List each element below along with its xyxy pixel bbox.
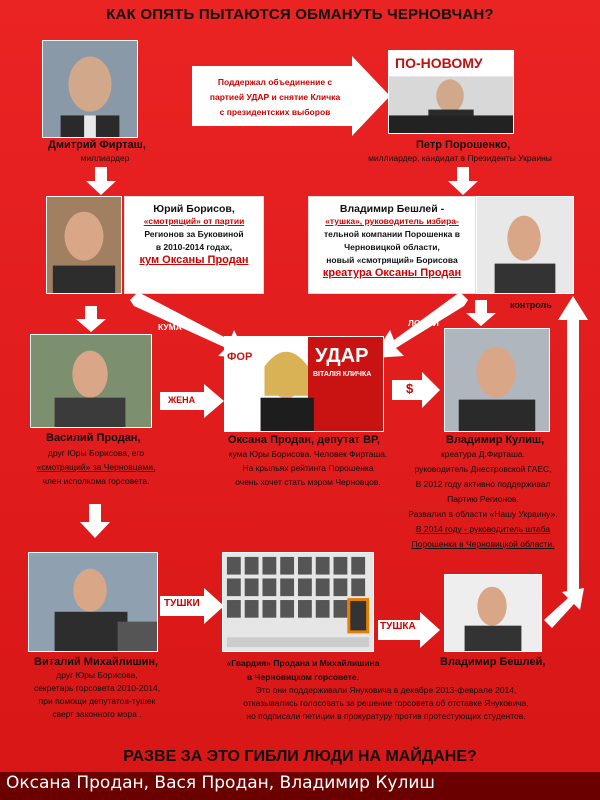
poroshenko-sub: миллиардер, кандидат в Президенты Украины bbox=[368, 153, 552, 163]
borisov-box bbox=[124, 196, 264, 294]
poroshenko-banner: ПО-НОВОМУ bbox=[395, 55, 483, 71]
firtash-name: Дмитрий Фирташ, bbox=[48, 139, 146, 151]
kulish-l4: Партию Регионов. bbox=[447, 494, 519, 504]
kulish-l2: руководитель Днестровской ГАЕС, bbox=[414, 464, 552, 474]
poster-title: КАК ОПЯТЬ ПЫТАЮТСЯ ОБМАНУТЬ ЧЕРНОВЧАН? bbox=[106, 6, 494, 23]
oksana-banner: УДАР bbox=[315, 345, 369, 367]
vasily-name: Василий Продан, bbox=[46, 432, 141, 444]
gvardia-info-top bbox=[198, 656, 408, 684]
top-arrow-line3: с президентских выборов bbox=[219, 107, 331, 117]
oksana-l2: На крыльях рейтинга Порошенка bbox=[242, 463, 374, 473]
kulish-l6: В 2014 году - руководитель штаба bbox=[415, 524, 551, 534]
oksana-banner-left: ФОР bbox=[227, 351, 253, 363]
gvardia-l2: в Черновицком горсовете. bbox=[246, 672, 360, 682]
label-tushka: ТУШКА bbox=[380, 621, 416, 632]
mikhailishin-name: Виталий Михайлишин, bbox=[34, 656, 159, 668]
gvardia-info-bottom bbox=[196, 684, 576, 723]
beshley-box-l3: Черновицкой области, bbox=[344, 242, 440, 252]
poroshenko-photo bbox=[388, 50, 514, 134]
beshley-photo-top bbox=[476, 196, 574, 294]
beshley-box-l1: «тушка», руководитель избира- bbox=[325, 216, 459, 226]
arrow-diagonal-up bbox=[544, 588, 584, 628]
oksana-banner-sub: ВІТАЛІЯ КЛИЧКА bbox=[313, 371, 372, 378]
mikhailishin-l2: секретарь горсовета 2010-2014, bbox=[33, 683, 161, 693]
kulish-photo bbox=[444, 328, 550, 432]
beshley-box-l5: креатура Оксаны Продан bbox=[322, 267, 462, 279]
borisov-l1: «смотрящий» от партии bbox=[143, 216, 245, 226]
vasily-info bbox=[16, 446, 176, 488]
oksana-name: Оксана Продан, депутат ВР, bbox=[228, 434, 380, 446]
arrow-down-vasily bbox=[80, 504, 110, 538]
beshley-photo-bottom bbox=[444, 574, 542, 652]
beshley-name: Владимир Бешлей, bbox=[440, 656, 546, 668]
bottom-title: РАЗВЕ ЗА ЭТО ГИБЛИ ЛЮДИ НА МАЙДАНЕ? bbox=[123, 748, 477, 765]
beshley-box bbox=[308, 196, 476, 294]
vasily-l1: друг Юры Борисова, его bbox=[47, 448, 145, 458]
mikhailishin-info bbox=[12, 669, 182, 721]
borisov-l3: в 2010-2014 годах, bbox=[155, 242, 233, 252]
label-dollar: $ bbox=[406, 381, 414, 396]
kulish-name: Владимир Кулиш, bbox=[446, 434, 545, 446]
arrow-dollar bbox=[392, 372, 440, 408]
gvardia-l1: «Гвардия» Продана и Михайлишина bbox=[226, 658, 380, 668]
beshley-box-l2: тельной компании Порошенка в bbox=[324, 229, 460, 239]
vasily-l2: «смотрящий» за Черновцами, bbox=[36, 462, 156, 472]
kulish-info bbox=[390, 447, 576, 552]
label-tushki: ТУШКИ bbox=[164, 598, 200, 609]
beshley-box-name: Владимир Бешлей - bbox=[339, 203, 445, 215]
vasily-photo bbox=[30, 334, 152, 428]
label-lobby: ЛОББИ bbox=[408, 318, 439, 328]
gvardia-l5: но подписали петиции в прокуратуру против протестующих студентов. bbox=[246, 711, 526, 721]
gvardia-l3: Это они поддерживали Януковича в декабре 2013-феврале 2014, bbox=[255, 685, 517, 695]
gvardia-photo bbox=[222, 552, 374, 652]
label-zhena: ЖЕНА bbox=[168, 395, 196, 405]
arrow-down-borisov bbox=[76, 306, 106, 332]
kulish-l1: креатура Д.Фирташа. bbox=[441, 449, 525, 459]
mikhailishin-photo bbox=[28, 552, 158, 652]
mikhailishin-l4: сверг законного мэра . bbox=[52, 709, 142, 719]
arrow-down-beshley bbox=[466, 300, 496, 326]
mikhailishin-l1: друг Юры Борисова, bbox=[56, 670, 138, 680]
caption: Оксана Продан, Вася Продан, Владимир Кулиш bbox=[6, 773, 435, 793]
beshley-box-l4: новый «смотрящий» Борисова bbox=[326, 255, 458, 265]
oksana-l1: кума Юры Борисова. Человек Фирташа. bbox=[228, 449, 388, 459]
firtash-photo bbox=[42, 40, 138, 138]
firtash-sub: миллиардер bbox=[80, 153, 130, 163]
gvardia-l4: отказывались голосовать за решение горсовета об отставке Януковича, bbox=[243, 698, 529, 708]
borisov-name: Юрий Борисов, bbox=[153, 203, 235, 215]
top-arrow-line1: Поддержал объединение с bbox=[217, 77, 333, 87]
arrow-down-poroshenko bbox=[448, 167, 478, 195]
kulish-l3: В 2012 году активно поддерживал bbox=[415, 479, 551, 489]
oksana-photo bbox=[224, 336, 384, 432]
top-arrow-line2: партией УДАР и снятие Кличка bbox=[209, 92, 341, 102]
label-control: контроль bbox=[510, 300, 552, 310]
vasily-l3: член исполкома горсовета. bbox=[42, 476, 150, 486]
kulish-l7: Порошенка в Черновицкой области. bbox=[411, 539, 555, 549]
poroshenko-name: Петр Порошенко, bbox=[416, 139, 511, 151]
oksana-l3: очень хочет стать мэром Черновцов. bbox=[235, 477, 381, 487]
top-arrow-text bbox=[200, 75, 350, 120]
kulish-l5: Развалил в области «Нашу Украину». bbox=[408, 509, 558, 519]
label-kuma: КУМА bbox=[158, 322, 182, 332]
borisov-photo bbox=[46, 196, 122, 294]
mikhailishin-l3: при помощи депутатов-тушек bbox=[38, 696, 156, 706]
oksana-info bbox=[200, 447, 416, 489]
arrow-down-firtash bbox=[86, 167, 116, 195]
borisov-l2: Регионов за Буковиной bbox=[144, 229, 244, 239]
borisov-l4: кум Оксаны Продан bbox=[139, 254, 249, 266]
